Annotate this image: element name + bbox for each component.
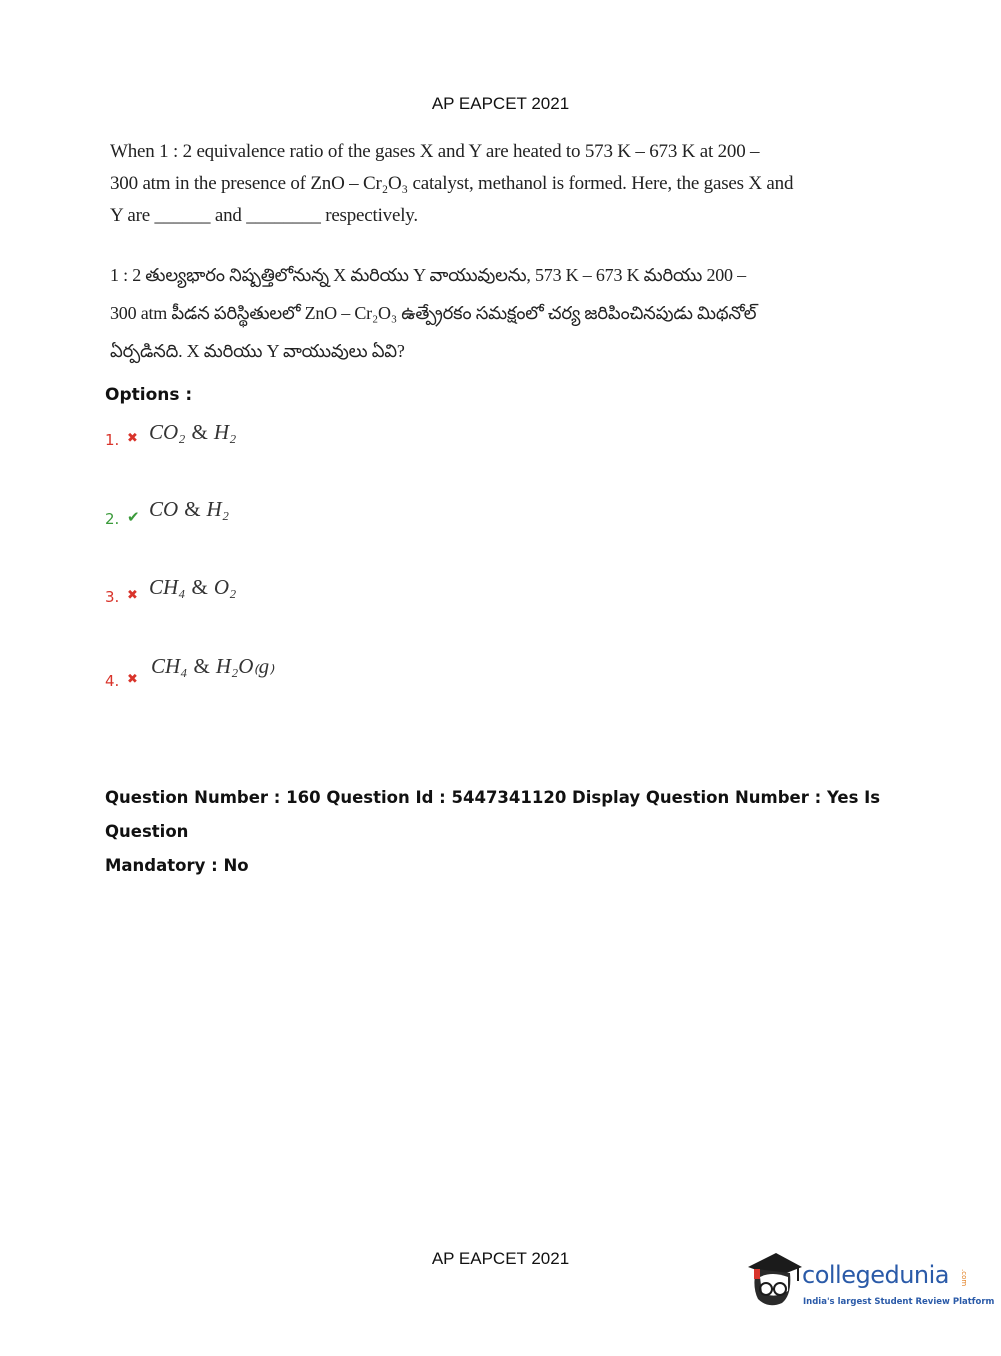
option-1[interactable] bbox=[105, 420, 505, 460]
option-number: 2. bbox=[105, 510, 120, 528]
meta-line: Question Number : 160 Question Id : 5447341120 Display Question Number : Yes Is Question bbox=[105, 788, 881, 841]
option-number: 3. bbox=[105, 588, 120, 606]
option-4[interactable] bbox=[105, 654, 505, 694]
cross-icon: ✖ bbox=[127, 588, 138, 603]
question-line: 300 atm in the presence of ZnO – Cr₂O₃ catalyst, methanol is formed. Here, the gases X and bbox=[110, 173, 794, 194]
option-3[interactable] bbox=[105, 575, 505, 615]
page-footer-title: AP EAPCET 2021 bbox=[431, 1249, 570, 1268]
question-text-english bbox=[110, 136, 794, 232]
option-text: CH₄ & O₂ bbox=[149, 575, 237, 599]
option-number: 1. bbox=[105, 431, 120, 449]
mascot-icon bbox=[742, 1247, 806, 1313]
question-meta bbox=[105, 781, 925, 883]
option-number: 4. bbox=[105, 672, 120, 690]
question-line: ఏర్పడినది. X మరియు Y వాయువులు ఏవి? bbox=[110, 341, 405, 361]
options-title: Options : bbox=[105, 385, 193, 405]
cross-icon: ✖ bbox=[127, 431, 138, 446]
check-icon: ✔ bbox=[127, 508, 140, 526]
option-text: CO₂ & H₂ bbox=[149, 420, 237, 444]
cross-icon: ✖ bbox=[127, 672, 138, 687]
question-text-telugu bbox=[110, 256, 757, 370]
collegedunia-logo bbox=[742, 1247, 995, 1317]
question-line: 1 : 2 తుల్యభారం నిష్పత్తిలోనున్న X మరియు Y వాయువులను, 573 K – 673 K మరియు 200 – bbox=[110, 265, 746, 285]
meta-line: Mandatory : No bbox=[105, 856, 249, 875]
question-line: When 1 : 2 equivalence ratio of the gases X and Y are heated to 573 K – 673 K at 200 – bbox=[110, 141, 760, 162]
page-header-title: AP EAPCET 2021 bbox=[431, 94, 570, 113]
option-2[interactable] bbox=[105, 497, 505, 537]
question-line: 300 atm పీడన పరిస్థితులలో ZnO – Cr₂O₃ ఉత్ప్రేరకం సమక్షంలో చర్య జరిపించినపుడు మిథనోల్ bbox=[110, 303, 757, 323]
logo-suffix: .com bbox=[960, 1269, 968, 1287]
question-line: Y are ______ and ________ respectively. bbox=[110, 205, 418, 226]
logo-wordmark: collegedunia bbox=[802, 1261, 950, 1289]
option-text: CH₄ & H₂O₍g₎ bbox=[151, 654, 275, 678]
option-text: CO & H₂ bbox=[149, 497, 229, 521]
logo-tagline: India's largest Student Review Platform bbox=[803, 1297, 995, 1307]
